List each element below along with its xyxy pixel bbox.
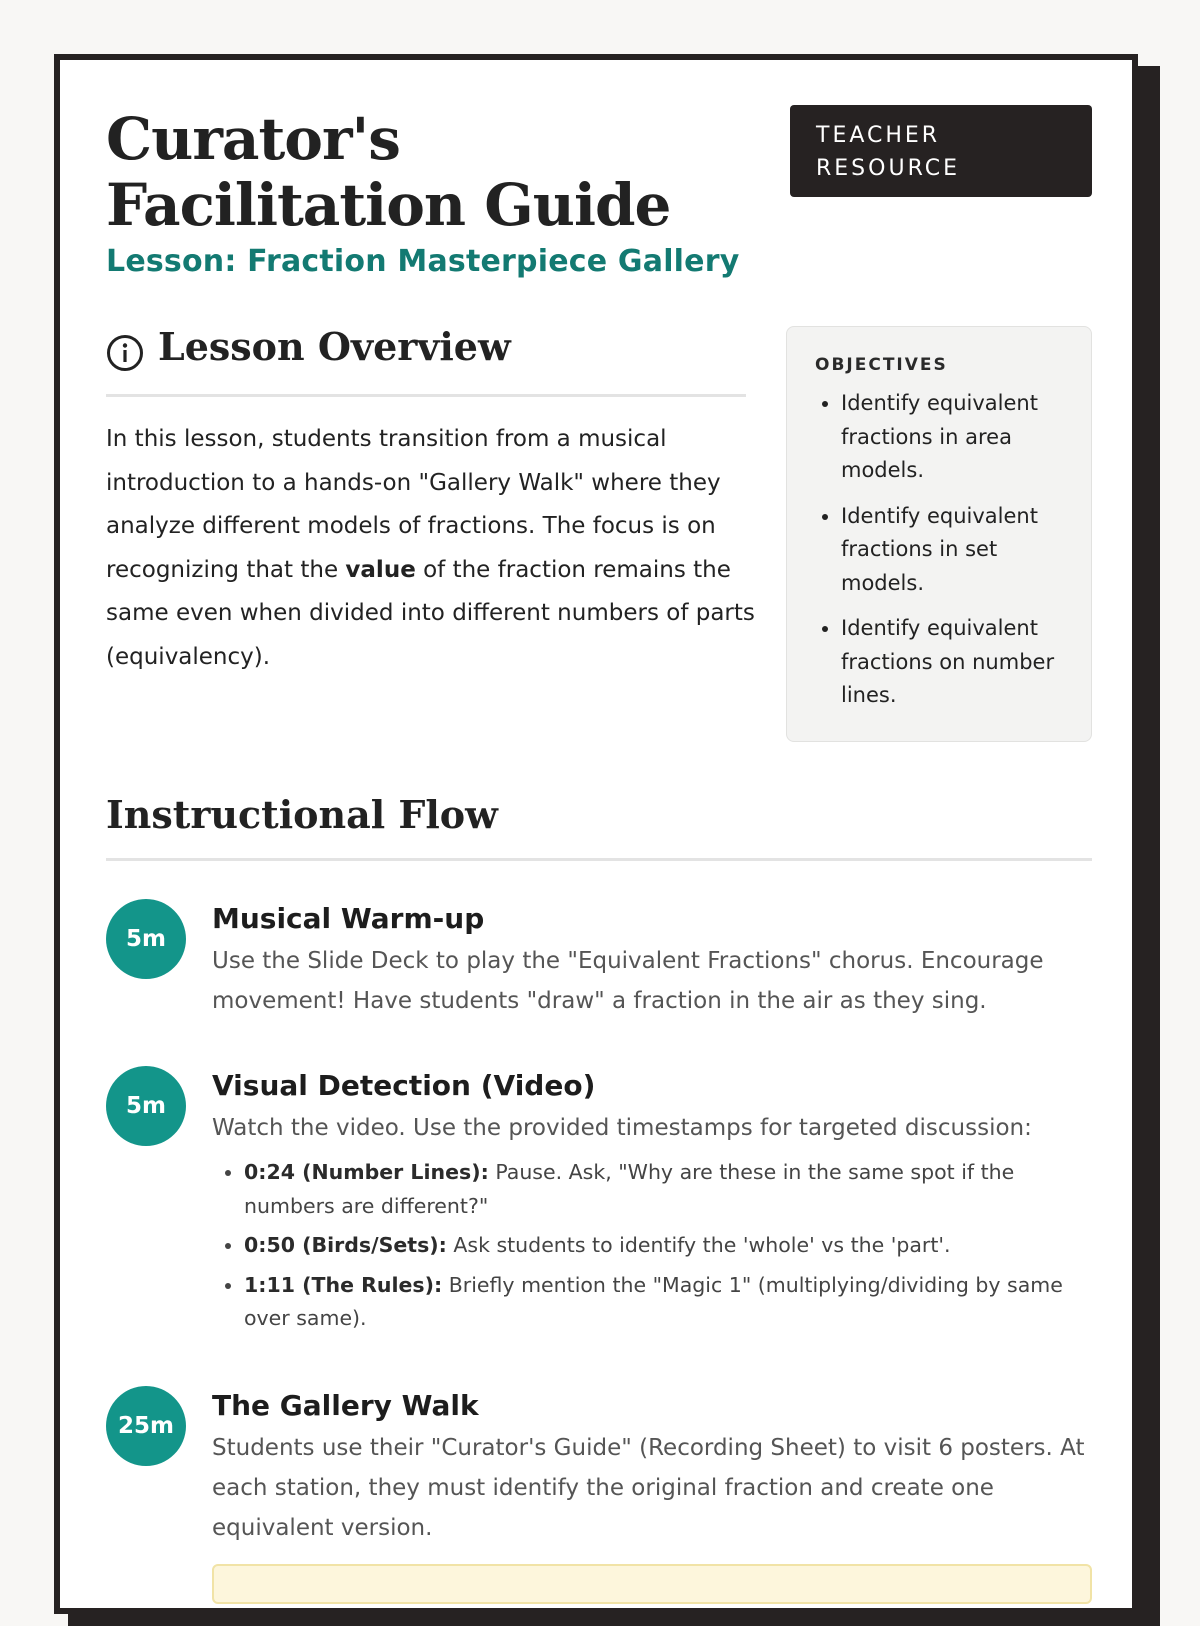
flow-header	[106, 790, 1092, 861]
step-description: Watch the video. Use the provided timestamps for targeted discussion:	[212, 1115, 1032, 1141]
duration-badge: 5m	[106, 1066, 186, 1146]
info-icon	[106, 334, 144, 372]
objective-item: • Identify equivalent fractions on number lines.	[841, 612, 1071, 713]
duration-badge: 5m	[106, 899, 186, 979]
step-title: The Gallery Walk	[212, 1389, 479, 1422]
overview-text-bold: value	[345, 556, 416, 583]
overview-header	[106, 326, 746, 397]
objective-item: • Identify equivalent fractions in area models.	[841, 387, 1071, 488]
timestamp-text: Ask students to identify the 'whole' vs the 'part'.	[446, 1233, 951, 1257]
flow-heading: Instructional Flow	[106, 792, 498, 837]
step-title: Musical Warm-up	[212, 902, 485, 935]
page-title: Curator's Facilitation Guide	[106, 105, 671, 239]
timestamp-item	[244, 1269, 1092, 1336]
step-title: Visual Detection (Video)	[212, 1069, 596, 1102]
timestamp-label: 0:50 (Birds/Sets):	[244, 1233, 447, 1257]
step-description: Students use their "Curator's Guide" (Recording Sheet) to visit 6 posters. At each station, they must identify the original fraction and create one equivalent version.	[212, 1435, 1085, 1541]
objectives-panel	[786, 326, 1092, 742]
step-body	[212, 899, 1092, 1021]
step-description: Use the Slide Deck to play the "Equivalent Fractions" chorus. Encourage movement! Have students "draw" a fraction in the air as they sing.	[212, 948, 1044, 1014]
objectives-list	[815, 387, 1071, 713]
timestamp-item	[244, 1156, 1092, 1223]
step-body	[212, 1066, 1092, 1342]
step-body	[212, 1386, 1092, 1548]
objective-item: • Identify equivalent fractions in set models.	[841, 500, 1071, 601]
overview-heading: Lesson Overview	[158, 324, 511, 369]
timestamp-text: Pause. Ask, "Why are these in the same spot if the numbers are different?"	[244, 1160, 1015, 1218]
teacher-resource-badge: TEACHER RESOURCE	[790, 105, 1092, 197]
timestamp-item	[244, 1229, 1092, 1263]
overview-text-part2: of the fraction remains the same even when divided into different numbers of parts (equivalency).	[106, 556, 755, 670]
timestamp-list	[212, 1156, 1092, 1336]
guide-card	[54, 54, 1138, 1614]
timestamp-text: Briefly mention the "Magic 1" (multiplying/dividing by same over same).	[244, 1272, 1063, 1330]
duration-badge: 25m	[106, 1386, 186, 1466]
overview-text-part1: In this lesson, students transition from a musical introduction to a hands-on "Gallery Walk" where they analyze different models of fractions. The focus is on recognizing that the	[106, 426, 721, 583]
objectives-title: OBJECTIVES	[815, 355, 948, 375]
tip-callout	[212, 1564, 1092, 1604]
timestamp-label: 0:24 (Number Lines):	[244, 1160, 489, 1184]
overview-text	[106, 418, 756, 679]
lesson-subtitle: Lesson: Fraction Masterpiece Gallery	[106, 244, 740, 279]
timestamp-label: 1:11 (The Rules):	[244, 1272, 443, 1297]
